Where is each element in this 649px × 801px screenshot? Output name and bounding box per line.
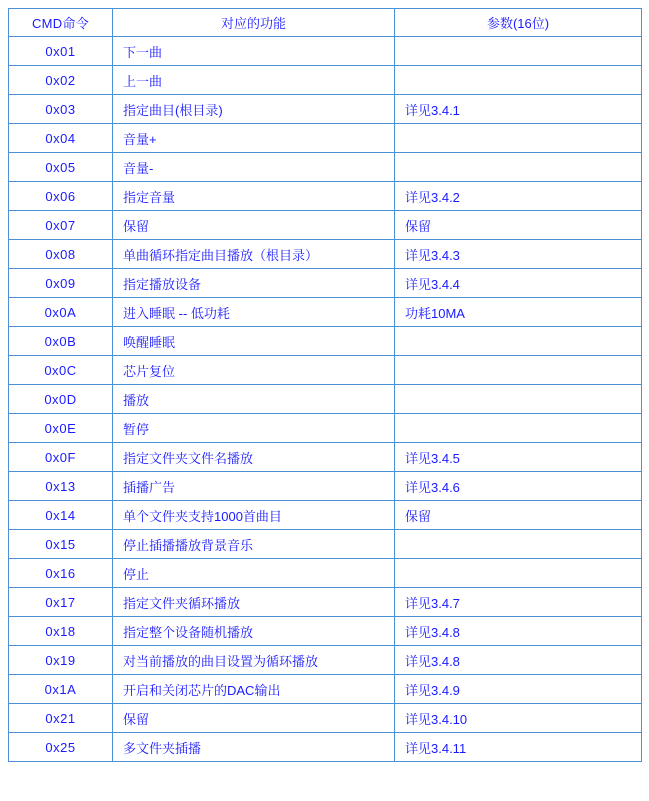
cell-cmd: 0x13 <box>9 472 113 501</box>
cell-parameter <box>395 327 642 356</box>
cell-cmd: 0x02 <box>9 66 113 95</box>
table-row <box>9 617 642 646</box>
cell-parameter: 详见3.4.9 <box>395 675 642 704</box>
cell-parameter: 详见3.4.5 <box>395 443 642 472</box>
table-row <box>9 182 642 211</box>
table-row <box>9 501 642 530</box>
cell-parameter: 详见3.4.2 <box>395 182 642 211</box>
table-row <box>9 588 642 617</box>
cell-function: 音量- <box>113 153 395 182</box>
cell-cmd: 0x19 <box>9 646 113 675</box>
cell-function: 对当前播放的曲目设置为循环播放 <box>113 646 395 675</box>
cell-parameter: 详见3.4.4 <box>395 269 642 298</box>
cell-parameter <box>395 356 642 385</box>
cell-function: 保留 <box>113 704 395 733</box>
cell-parameter: 详见3.4.8 <box>395 617 642 646</box>
cell-parameter <box>395 385 642 414</box>
cell-cmd: 0x1A <box>9 675 113 704</box>
cell-cmd: 0x0A <box>9 298 113 327</box>
cell-function: 上一曲 <box>113 66 395 95</box>
cell-cmd: 0x0E <box>9 414 113 443</box>
table-row <box>9 37 642 66</box>
cell-cmd: 0x07 <box>9 211 113 240</box>
table-header-row <box>9 9 642 37</box>
cell-parameter <box>395 559 642 588</box>
cell-parameter <box>395 153 642 182</box>
cell-cmd: 0x18 <box>9 617 113 646</box>
cell-function: 指定音量 <box>113 182 395 211</box>
table-row <box>9 211 642 240</box>
cell-function: 单曲循环指定曲目播放（根目录） <box>113 240 395 269</box>
cell-parameter <box>395 530 642 559</box>
cell-function: 芯片复位 <box>113 356 395 385</box>
table-row <box>9 298 642 327</box>
cell-function: 进入睡眠 -- 低功耗 <box>113 298 395 327</box>
table-row <box>9 327 642 356</box>
cell-parameter: 详见3.4.1 <box>395 95 642 124</box>
table-row <box>9 269 642 298</box>
table-row <box>9 443 642 472</box>
cell-cmd: 0x0C <box>9 356 113 385</box>
column-header-cmd: CMD命令 <box>9 9 113 37</box>
cell-function: 保留 <box>113 211 395 240</box>
cell-parameter <box>395 37 642 66</box>
cell-function: 音量+ <box>113 124 395 153</box>
cell-cmd: 0x04 <box>9 124 113 153</box>
cell-cmd: 0x14 <box>9 501 113 530</box>
cell-cmd: 0x0D <box>9 385 113 414</box>
cell-function: 指定整个设备随机播放 <box>113 617 395 646</box>
cell-function: 指定播放设备 <box>113 269 395 298</box>
cell-function: 插播广告 <box>113 472 395 501</box>
cell-function: 指定文件夹文件名播放 <box>113 443 395 472</box>
table-row <box>9 646 642 675</box>
table-row <box>9 95 642 124</box>
cell-parameter: 详见3.4.10 <box>395 704 642 733</box>
cell-cmd: 0x0F <box>9 443 113 472</box>
cell-cmd: 0x25 <box>9 733 113 762</box>
table-row <box>9 704 642 733</box>
cell-function: 单个文件夹支持1000首曲目 <box>113 501 395 530</box>
table-header <box>9 9 642 37</box>
table-row <box>9 559 642 588</box>
cell-function: 指定文件夹循环播放 <box>113 588 395 617</box>
table-row <box>9 66 642 95</box>
cell-parameter: 详见3.4.7 <box>395 588 642 617</box>
cell-parameter: 详见3.4.11 <box>395 733 642 762</box>
cell-parameter: 保留 <box>395 501 642 530</box>
column-header-function: 对应的功能 <box>113 9 395 37</box>
cell-cmd: 0x16 <box>9 559 113 588</box>
cell-function: 停止 <box>113 559 395 588</box>
cell-cmd: 0x03 <box>9 95 113 124</box>
cell-parameter: 详见3.4.3 <box>395 240 642 269</box>
column-header-parameter: 参数(16位) <box>395 9 642 37</box>
cell-function: 停止插播播放背景音乐 <box>113 530 395 559</box>
cell-function: 多文件夹插播 <box>113 733 395 762</box>
cell-parameter <box>395 414 642 443</box>
cell-cmd: 0x06 <box>9 182 113 211</box>
cell-cmd: 0x21 <box>9 704 113 733</box>
cell-parameter: 功耗10MA <box>395 298 642 327</box>
table-row <box>9 153 642 182</box>
table-row <box>9 414 642 443</box>
table-row <box>9 385 642 414</box>
cell-function: 暂停 <box>113 414 395 443</box>
cell-cmd: 0x05 <box>9 153 113 182</box>
cell-parameter: 详见3.4.6 <box>395 472 642 501</box>
table-row <box>9 675 642 704</box>
cell-cmd: 0x17 <box>9 588 113 617</box>
table-row <box>9 124 642 153</box>
table-row <box>9 356 642 385</box>
cell-function: 下一曲 <box>113 37 395 66</box>
cell-function: 指定曲目(根目录) <box>113 95 395 124</box>
table-body <box>9 37 642 762</box>
table-row <box>9 240 642 269</box>
cell-parameter <box>395 66 642 95</box>
cell-parameter <box>395 124 642 153</box>
cell-function: 开启和关闭芯片的DAC输出 <box>113 675 395 704</box>
cell-cmd: 0x0B <box>9 327 113 356</box>
cell-cmd: 0x15 <box>9 530 113 559</box>
cmd-reference-table <box>8 8 642 762</box>
cell-parameter: 详见3.4.8 <box>395 646 642 675</box>
table-row <box>9 530 642 559</box>
cell-function: 播放 <box>113 385 395 414</box>
cell-parameter: 保留 <box>395 211 642 240</box>
cell-function: 唤醒睡眠 <box>113 327 395 356</box>
cell-cmd: 0x01 <box>9 37 113 66</box>
table-row <box>9 733 642 762</box>
table-row <box>9 472 642 501</box>
cell-cmd: 0x09 <box>9 269 113 298</box>
cell-cmd: 0x08 <box>9 240 113 269</box>
